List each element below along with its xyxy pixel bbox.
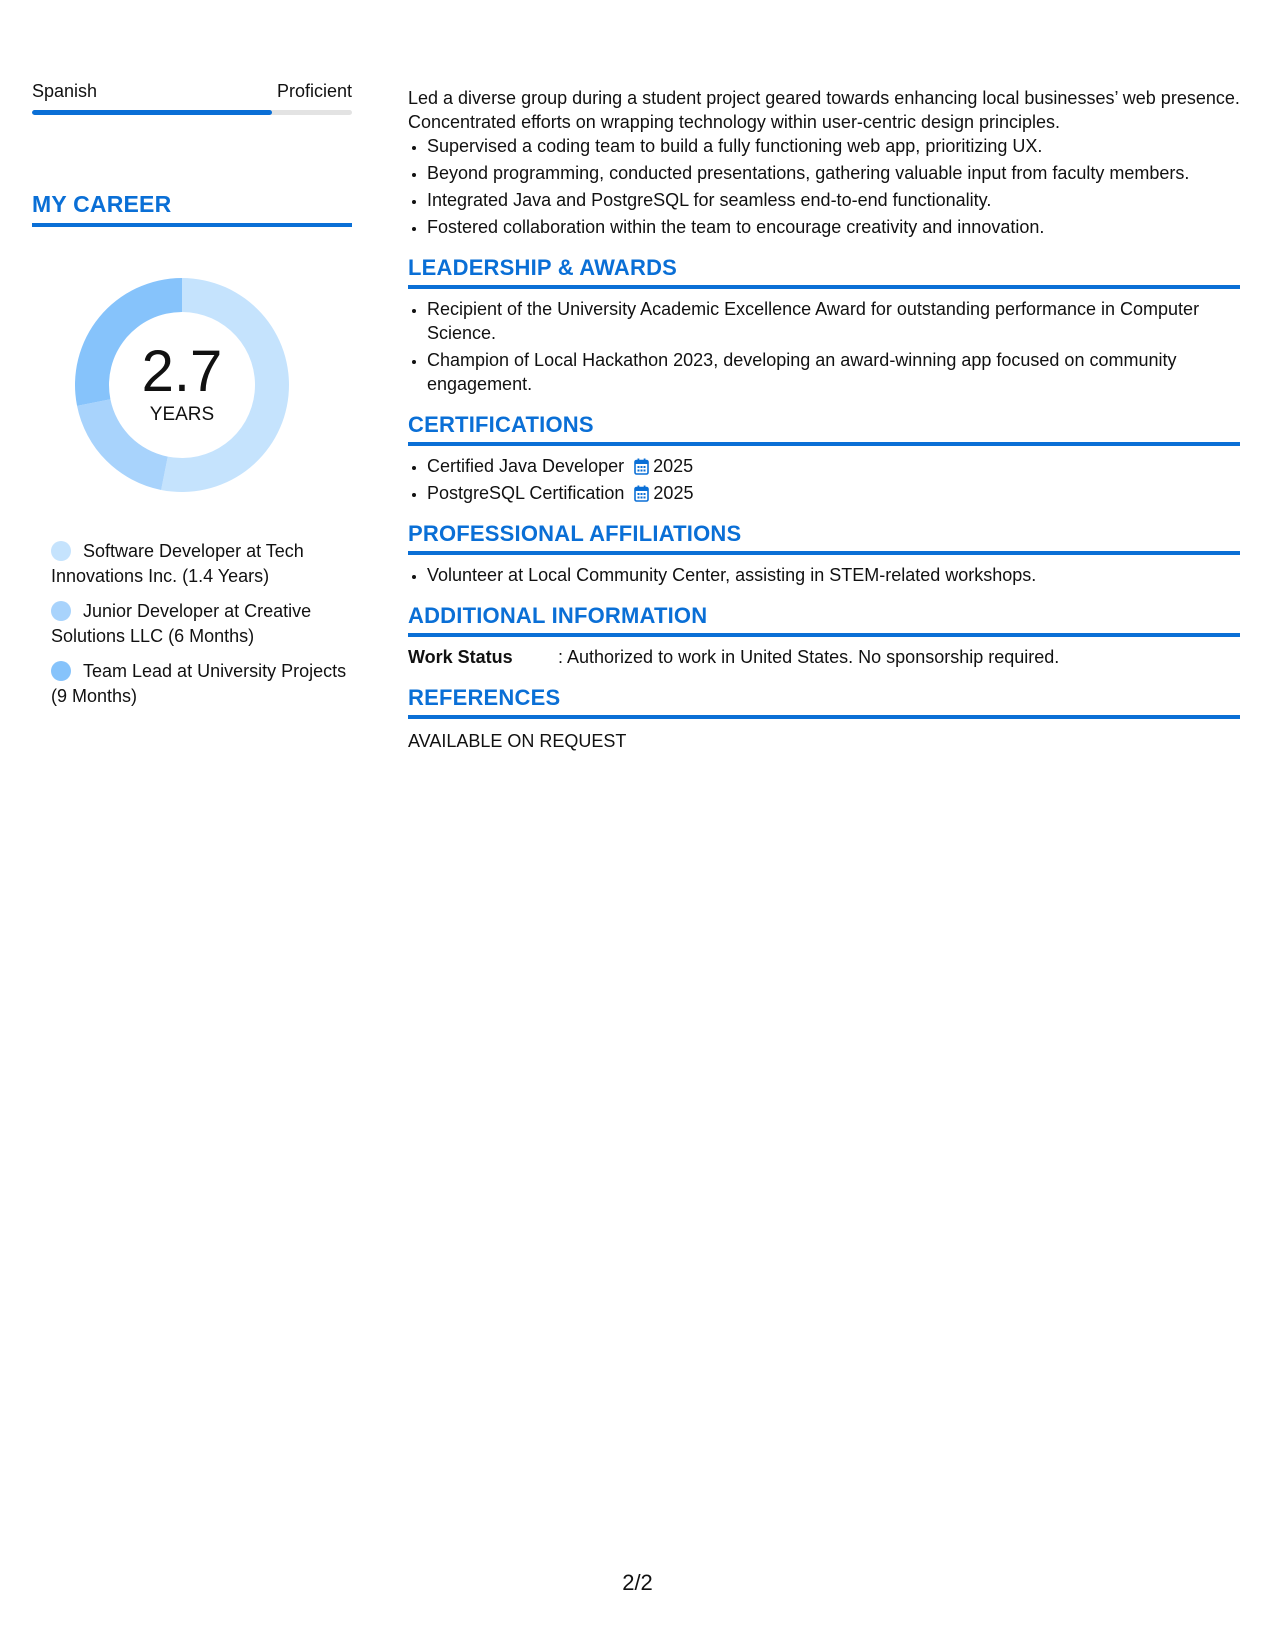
career-donut-chart <box>66 269 298 501</box>
legend-item <box>51 539 352 589</box>
section-heading-references: REFERENCES <box>408 685 1240 719</box>
legend-label: Software Developer at Tech Innovations Inc. (1.4 Years) <box>51 541 304 586</box>
page-number: 2/2 <box>622 1570 653 1595</box>
sidebar <box>32 80 352 719</box>
career-legend <box>51 539 352 709</box>
certification-name: PostgreSQL Certification <box>427 483 625 503</box>
list-item: • Recipient of the University Academic Excellence Award for outstanding performance in Computer Science. <box>427 297 1240 345</box>
list-item: • Volunteer at Local Community Center, assisting in STEM-related workshops. <box>427 563 1240 587</box>
legend-dot <box>51 661 71 681</box>
list-item <box>427 481 1240 505</box>
language-level: Proficient <box>276 81 352 101</box>
legend-item <box>51 599 352 649</box>
legend-item <box>51 659 352 709</box>
intro-paragraph: Led a diverse group during a student project geared towards enhancing local businesses’ web presence. Concentrated efforts on wrapping technology within user-centric design principles. <box>408 88 1240 132</box>
work-status-row <box>408 645 1240 669</box>
certification-name: Certified Java Developer <box>427 456 625 476</box>
legend-dot <box>51 601 71 621</box>
list-item: • Integrated Java and PostgreSQL for seamless end-to-end functionality. <box>427 188 1240 212</box>
list-item: • Beyond programming, conducted presentations, gathering valuable input from faculty members. <box>427 161 1240 185</box>
list-item <box>427 454 1240 478</box>
section-heading-affiliations: PROFESSIONAL AFFILIATIONS <box>408 521 1240 555</box>
legend-label: Team Lead at University Projects (9 Months) <box>51 661 347 706</box>
list-item: • Supervised a coding team to build a fully functioning web app, prioritizing UX. <box>427 134 1240 158</box>
language-proficiency-bar <box>32 110 352 115</box>
legend-dot <box>51 541 71 561</box>
donut-total-value: 2.7 <box>141 339 223 404</box>
list-item: • Champion of Local Hackathon 2023, developing an award-winning app focused on community engagement. <box>427 348 1240 396</box>
donut-unit-label: YEARS <box>149 404 215 425</box>
list-item: • Fostered collaboration within the team to encourage creativity and innovation. <box>427 215 1240 239</box>
language-name: Spanish <box>32 81 98 101</box>
section-heading-leadership: LEADERSHIP & AWARDS <box>408 255 1240 289</box>
calendar-icon <box>634 458 649 475</box>
leadership-list <box>408 297 1240 396</box>
affiliations-list <box>408 563 1240 587</box>
certifications-list <box>408 454 1240 505</box>
career-heading: MY CAREER <box>32 191 352 227</box>
work-status-label: Work Status <box>408 647 513 667</box>
work-status-value: : Authorized to work in United States. No sponsorship required. <box>558 647 1060 667</box>
certification-year: 2025 <box>653 456 694 476</box>
main-content <box>408 86 1240 753</box>
section-heading-additional-info: ADDITIONAL INFORMATION <box>408 603 1240 637</box>
language-proficiency-fill <box>32 110 272 115</box>
legend-label: Junior Developer at Creative Solutions LLC (6 Months) <box>51 601 312 646</box>
intro-bullet-list <box>408 134 1240 239</box>
references-text: AVAILABLE ON REQUEST <box>408 731 627 751</box>
calendar-icon <box>634 485 649 502</box>
certification-year: 2025 <box>653 483 694 503</box>
section-heading-certifications: CERTIFICATIONS <box>408 412 1240 446</box>
language-skill <box>32 80 352 115</box>
